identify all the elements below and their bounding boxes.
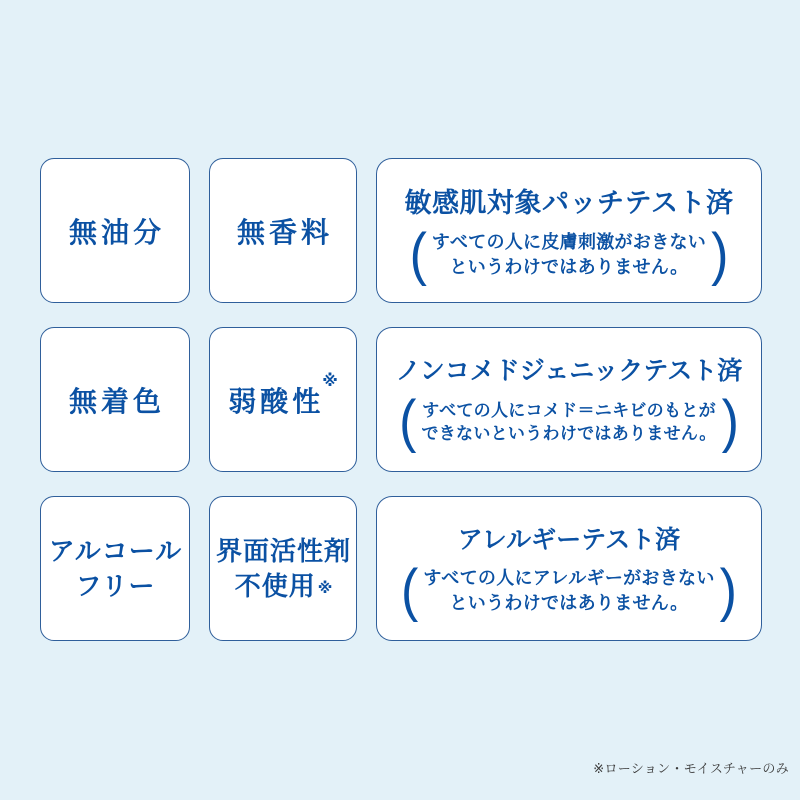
badge-weakly-acidic-label: 弱酸性 (228, 385, 325, 417)
badge-alcohol-free-line2: フリー (75, 570, 156, 601)
noncomedogenic-test-note-line1: すべての人にコメド＝ニキビのもとが (422, 400, 716, 420)
badge-no-surfactant-line1: 界面活性剤 (215, 536, 351, 567)
open-paren: ( (409, 222, 427, 287)
badge-no-colorant (40, 327, 190, 472)
weakly-acidic-asterisk-mark: ※ (322, 372, 338, 390)
noncomedogenic-test-note-line2: できないというわけではありません。 (421, 424, 717, 443)
open-paren: ( (399, 389, 417, 455)
patch-test-note (409, 222, 729, 287)
allergy-test-note-line2: というわけではありません。 (449, 593, 689, 613)
badge-alcohol-free (40, 496, 190, 641)
badge-no-surfactant-line2-text: 不使用 (234, 570, 316, 601)
footnote-lotion-moisture-only: ※ローション・モイスチャーのみ (593, 761, 789, 776)
badge-alcohol-free-line1: アルコール (48, 536, 183, 567)
allergy-test-note-text (423, 566, 714, 616)
badge-no-surfactant-line2 (216, 569, 351, 603)
badge-no-colorant-label: 無着色 (68, 385, 165, 417)
badge-grid (40, 158, 762, 641)
badge-oil-free (40, 158, 190, 303)
badge-weakly-acidic (209, 327, 357, 472)
badge-fragrance-free-label: 無香料 (236, 216, 333, 248)
badge-no-surfactant (209, 496, 357, 641)
badge-fragrance-free (209, 158, 357, 303)
noncomedogenic-test-note (399, 389, 739, 455)
patch-test-note-line1: すべての人に皮膚刺激がおきない (431, 231, 707, 252)
badge-noncomedogenic-test (376, 327, 762, 472)
close-paren: ) (719, 558, 737, 624)
no-surfactant-asterisk-mark: ※ (317, 579, 333, 597)
patch-test-note-line2: というわけではありません。 (449, 256, 689, 277)
patch-test-title: 敏感肌対象パッチテスト済 (404, 187, 734, 218)
badge-oil-free-label: 無油分 (68, 216, 165, 248)
noncomedogenic-test-title: ノンコメドジェニックテスト済 (395, 357, 743, 385)
badge-weakly-acidic-row (228, 372, 338, 420)
allergy-test-title: アレルギーテスト済 (457, 526, 681, 554)
badge-patch-test (376, 158, 762, 303)
allergy-test-note (401, 558, 737, 624)
open-paren: ( (401, 558, 419, 624)
allergy-test-note-line1: すべての人にアレルギーがおきない (423, 568, 715, 589)
close-paren: ) (721, 389, 739, 455)
badge-alcohol-free-label (49, 534, 182, 603)
noncomedogenic-test-note-text (421, 399, 716, 446)
badge-allergy-test (376, 496, 762, 641)
close-paren: ) (711, 222, 729, 287)
patch-test-note-text (432, 230, 706, 280)
badge-no-surfactant-label (216, 534, 351, 603)
